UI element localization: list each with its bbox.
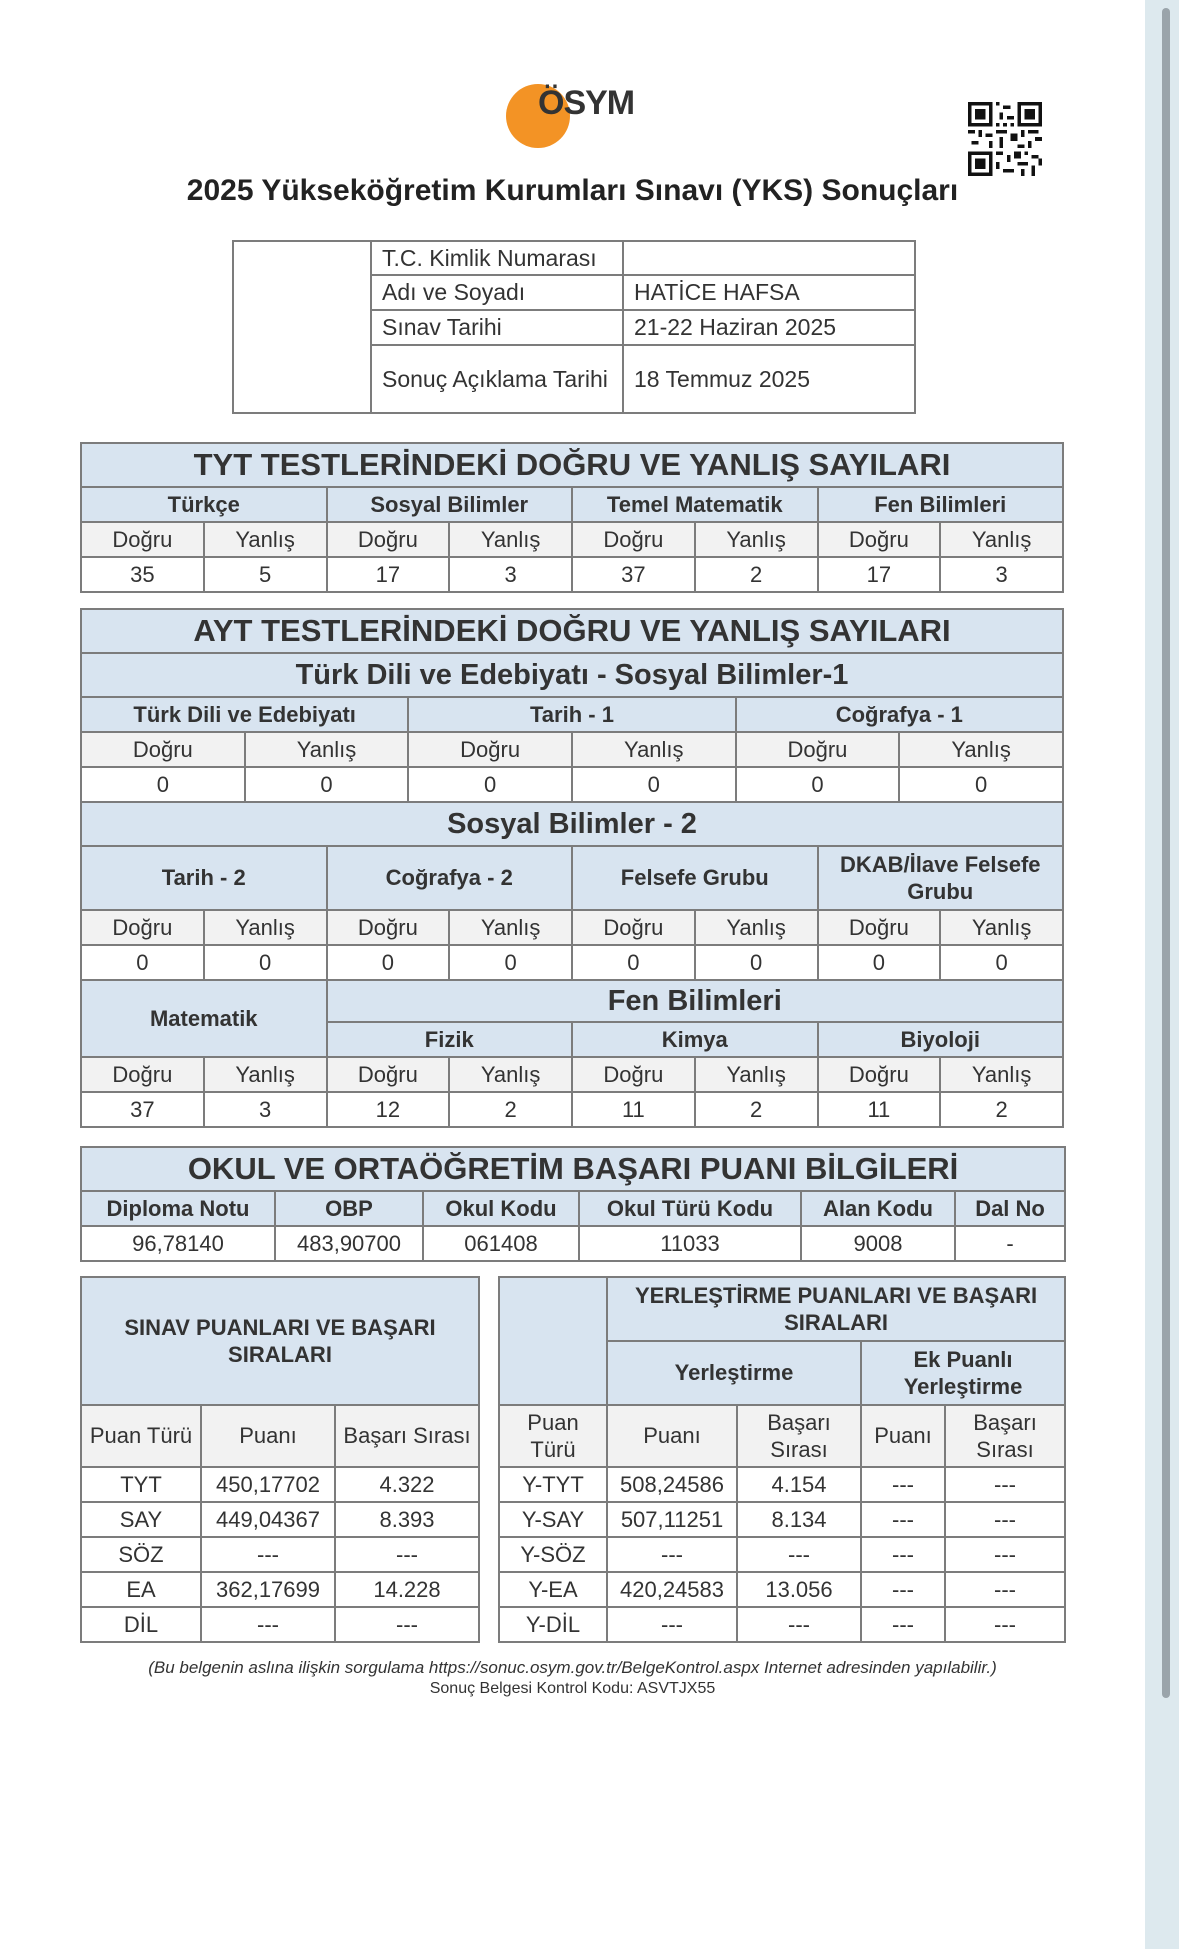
score-type: SÖZ — [81, 1537, 201, 1572]
ayt-dogru-value: 12 — [327, 1092, 450, 1127]
extra-score: --- — [861, 1502, 945, 1537]
placement-score: --- — [607, 1537, 737, 1572]
school-info-table — [80, 1146, 1066, 1262]
ayt-subject-name: Tarih - 2 — [81, 846, 327, 910]
ayt-title: AYT TESTLERİNDEKİ DOĞRU VE YANLIŞ SAYILARI — [81, 609, 1063, 653]
ayt-dogru-value: 0 — [327, 945, 450, 980]
exam-date-value: 21-22 Haziran 2025 — [623, 310, 915, 345]
ayt-yanlis-value: 0 — [940, 945, 1063, 980]
school-info-value: 11033 — [579, 1226, 801, 1261]
ayt-yanlis-value: 0 — [572, 767, 736, 802]
rank-value: 14.228 — [335, 1572, 479, 1607]
yanlis-label: Yanlış — [695, 522, 818, 557]
tc-value — [623, 241, 915, 275]
placement-type: Y-TYT — [499, 1467, 607, 1502]
ayt-yanlis-value: 0 — [695, 945, 818, 980]
ayt-dogru-value: 11 — [818, 1092, 941, 1127]
ayt-subject-name: Fizik — [327, 1022, 573, 1057]
ayt-yanlis-value: 0 — [245, 767, 409, 802]
dogru-label: Doğru — [818, 1057, 941, 1092]
rank-value: 8.393 — [335, 1502, 479, 1537]
placement-score: --- — [607, 1607, 737, 1642]
exam-scores-title: SINAV PUANLARI VE BAŞARI SIRALARI — [81, 1277, 479, 1405]
extra-score: --- — [861, 1607, 945, 1642]
yanlis-label: Yanlış — [449, 1057, 572, 1092]
placement-type: Y-SÖZ — [499, 1537, 607, 1572]
placement-rank: --- — [737, 1607, 861, 1642]
ayt-yanlis-value: 2 — [449, 1092, 572, 1127]
yanlis-label: Yanlış — [940, 522, 1063, 557]
col-puan: Puanı — [201, 1405, 335, 1467]
ayt-dogru-value: 0 — [408, 767, 572, 802]
extra-score: --- — [861, 1467, 945, 1502]
name-value: HATİCE HAFSA — [623, 275, 915, 310]
yanlis-label: Yanlış — [695, 1057, 818, 1092]
verification-note: (Bu belgenin aslına ilişkin sorgulama https://sonuc.osym.gov.tr/BelgeKontrol.aspx Internet adresinden yapılabilir.) — [148, 1658, 997, 1677]
ayt-dogru-value: 0 — [81, 945, 204, 980]
tc-label: T.C. Kimlik Numarası — [371, 241, 623, 275]
extra-rank: --- — [945, 1502, 1065, 1537]
yanlis-label: Yanlış — [940, 910, 1063, 945]
placement-type: Y-SAY — [499, 1502, 607, 1537]
col-basari-sirasi: Başarı Sırası — [335, 1405, 479, 1467]
school-info-header: Alan Kodu — [801, 1191, 955, 1226]
tyt-dogru-value: 37 — [572, 557, 695, 592]
tyt-subject-name: Temel Matematik — [572, 487, 818, 522]
dogru-label: Doğru — [572, 522, 695, 557]
logo-text: ÖSYM — [538, 84, 635, 122]
ayt-tde-title: Türk Dili ve Edebiyatı - Sosyal Bilimler-1 — [81, 653, 1063, 697]
ayt-dogru-value: 0 — [818, 945, 941, 980]
dogru-label: Doğru — [327, 910, 450, 945]
school-info-value: - — [955, 1226, 1065, 1261]
scrollbar-thumb[interactable] — [1162, 8, 1170, 1698]
dogru-label: Doğru — [572, 910, 695, 945]
result-date-label: Sonuç Açıklama Tarihi — [371, 345, 623, 413]
tyt-yanlis-value: 3 — [449, 557, 572, 592]
school-info-value: 9008 — [801, 1226, 955, 1261]
ayt-subject-name: Tarih - 1 — [408, 697, 735, 732]
osym-logo — [506, 80, 636, 150]
placement-sub-header: Yerleştirme — [607, 1341, 861, 1405]
extra-rank: --- — [945, 1537, 1065, 1572]
tyt-yanlis-value: 5 — [204, 557, 327, 592]
ayt-subject-name: DKAB/İlave Felsefe Grubu — [818, 846, 1064, 910]
school-info-value: 061408 — [423, 1226, 579, 1261]
yanlis-label: Yanlış — [245, 732, 409, 767]
placement-score: 508,24586 — [607, 1467, 737, 1502]
tyt-yanlis-value: 3 — [940, 557, 1063, 592]
ayt-yanlis-value: 0 — [899, 767, 1063, 802]
col-puan-turu: Puan Türü — [81, 1405, 201, 1467]
yanlis-label: Yanlış — [204, 910, 327, 945]
dogru-label: Doğru — [818, 910, 941, 945]
placement-score: 420,24583 — [607, 1572, 737, 1607]
placement-extra-sub-header: Ek Puanlı Yerleştirme — [861, 1341, 1065, 1405]
score-type: TYT — [81, 1467, 201, 1502]
dogru-label: Doğru — [327, 1057, 450, 1092]
placement-scores-title: YERLEŞTİRME PUANLARI VE BAŞARI SIRALARI — [607, 1277, 1065, 1341]
qr-code — [968, 102, 1042, 176]
placement-type: Y-DİL — [499, 1607, 607, 1642]
school-info-value: 483,90700 — [275, 1226, 423, 1261]
dogru-label: Doğru — [81, 1057, 204, 1092]
placement-rank: 4.154 — [737, 1467, 861, 1502]
school-info-value: 96,78140 — [81, 1226, 275, 1261]
tyt-dogru-value: 35 — [81, 557, 204, 592]
dogru-label: Doğru — [408, 732, 572, 767]
yanlis-label: Yanlış — [204, 522, 327, 557]
photo-area — [233, 241, 371, 413]
score-value: 362,17699 — [201, 1572, 335, 1607]
tyt-subject-name: Türkçe — [81, 487, 327, 522]
rank-value: --- — [335, 1537, 479, 1572]
school-info-header: Okul Türü Kodu — [579, 1191, 801, 1226]
school-info-header: Okul Kodu — [423, 1191, 579, 1226]
ayt-sos2-title: Sosyal Bilimler - 2 — [81, 802, 1063, 846]
ayt-subject-name: Matematik — [81, 980, 327, 1057]
placement-rank: 13.056 — [737, 1572, 861, 1607]
exam-date-label: Sınav Tarihi — [371, 310, 623, 345]
placement-blank-header — [499, 1277, 607, 1405]
exam-scores-table — [80, 1276, 480, 1643]
page-title: 2025 Yükseköğretim Kurumları Sınavı (YKS) Sonuçları — [186, 174, 959, 207]
control-code: Sonuç Belgesi Kontrol Kodu: ASVTJX55 — [429, 1680, 716, 1697]
ayt-dogru-value: 11 — [572, 1092, 695, 1127]
score-value: --- — [201, 1537, 335, 1572]
score-type: SAY — [81, 1502, 201, 1537]
school-info-title: OKUL VE ORTAÖĞRETİM BAŞARI PUANI BİLGİLERİ — [81, 1147, 1065, 1191]
result-date-value: 18 Temmuz 2025 — [623, 345, 915, 413]
col-ek-puan: Puanı — [861, 1405, 945, 1467]
placement-type: Y-EA — [499, 1572, 607, 1607]
dogru-label: Doğru — [818, 522, 941, 557]
yanlis-label: Yanlış — [572, 732, 736, 767]
dogru-label: Doğru — [81, 522, 204, 557]
ayt-tde-table — [80, 608, 1064, 803]
extra-score: --- — [861, 1572, 945, 1607]
ayt-dogru-value: 37 — [81, 1092, 204, 1127]
placement-rank: --- — [737, 1537, 861, 1572]
candidate-info-table — [232, 240, 916, 414]
ayt-sos2-fen-table — [80, 801, 1064, 1128]
ayt-subject-name: Coğrafya - 1 — [736, 697, 1063, 732]
ayt-dogru-value: 0 — [81, 767, 245, 802]
score-value: 449,04367 — [201, 1502, 335, 1537]
yanlis-label: Yanlış — [695, 910, 818, 945]
col-ek-basari-sirasi: Başarı Sırası — [945, 1405, 1065, 1467]
extra-rank: --- — [945, 1572, 1065, 1607]
dogru-label: Doğru — [81, 732, 245, 767]
ayt-fen-title: Fen Bilimleri — [327, 980, 1064, 1022]
extra-rank: --- — [945, 1467, 1065, 1502]
school-info-header: Dal No — [955, 1191, 1065, 1226]
ayt-yanlis-value: 3 — [204, 1092, 327, 1127]
score-value: 450,17702 — [201, 1467, 335, 1502]
extra-score: --- — [861, 1537, 945, 1572]
col-puan: Puanı — [607, 1405, 737, 1467]
yanlis-label: Yanlış — [449, 522, 572, 557]
yanlis-label: Yanlış — [449, 910, 572, 945]
yanlis-label: Yanlış — [940, 1057, 1063, 1092]
tyt-dogru-value: 17 — [327, 557, 450, 592]
ayt-dogru-value: 0 — [736, 767, 900, 802]
yanlis-label: Yanlış — [204, 1057, 327, 1092]
placement-rank: 8.134 — [737, 1502, 861, 1537]
ayt-yanlis-value: 2 — [695, 1092, 818, 1127]
school-info-header: OBP — [275, 1191, 423, 1226]
school-info-header: Diploma Notu — [81, 1191, 275, 1226]
ayt-subject-name: Türk Dili ve Edebiyatı — [81, 697, 408, 732]
score-value: --- — [201, 1607, 335, 1642]
dogru-label: Doğru — [572, 1057, 695, 1092]
extra-rank: --- — [945, 1607, 1065, 1642]
rank-value: --- — [335, 1607, 479, 1642]
score-type: DİL — [81, 1607, 201, 1642]
dogru-label: Doğru — [81, 910, 204, 945]
ayt-yanlis-value: 0 — [204, 945, 327, 980]
dogru-label: Doğru — [736, 732, 900, 767]
ayt-subject-name: Felsefe Grubu — [572, 846, 818, 910]
tyt-title: TYT TESTLERİNDEKİ DOĞRU VE YANLIŞ SAYILARI — [81, 443, 1063, 487]
tyt-subject-name: Fen Bilimleri — [818, 487, 1064, 522]
ayt-yanlis-value: 0 — [449, 945, 572, 980]
ayt-subject-name: Biyoloji — [818, 1022, 1064, 1057]
dogru-label: Doğru — [327, 522, 450, 557]
placement-scores-table — [498, 1276, 1066, 1643]
ayt-yanlis-value: 2 — [940, 1092, 1063, 1127]
col-puan-turu: Puan Türü — [499, 1405, 607, 1467]
tyt-subject-name: Sosyal Bilimler — [327, 487, 573, 522]
tyt-yanlis-value: 2 — [695, 557, 818, 592]
tyt-dogru-value: 17 — [818, 557, 941, 592]
ayt-dogru-value: 0 — [572, 945, 695, 980]
placement-score: 507,11251 — [607, 1502, 737, 1537]
rank-value: 4.322 — [335, 1467, 479, 1502]
score-type: EA — [81, 1572, 201, 1607]
ayt-subject-name: Coğrafya - 2 — [327, 846, 573, 910]
col-basari-sirasi: Başarı Sırası — [737, 1405, 861, 1467]
ayt-subject-name: Kimya — [572, 1022, 818, 1057]
yanlis-label: Yanlış — [899, 732, 1063, 767]
tyt-table — [80, 442, 1064, 593]
name-label: Adı ve Soyadı — [371, 275, 623, 310]
